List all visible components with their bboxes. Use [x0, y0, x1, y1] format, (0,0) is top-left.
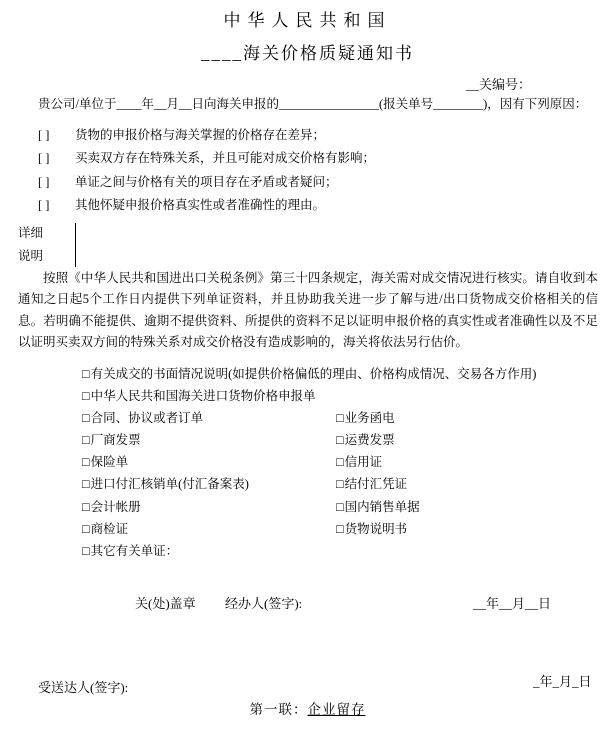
- checklist-item: [82, 429, 336, 451]
- reason-row: [38, 194, 597, 217]
- detail-label-line1: 详细: [18, 226, 44, 240]
- checkbox-icon[interactable]: □: [82, 543, 90, 558]
- checklist-item: [336, 473, 407, 495]
- reason-list: [38, 124, 597, 217]
- checklist-item-label: 会计帐册: [90, 499, 141, 514]
- recipient-signature-label: 受送达人(签字):: [38, 680, 129, 695]
- customs-date-blank: __年__月__日: [473, 596, 552, 611]
- reason-checkbox[interactable]: [ ]: [38, 197, 50, 212]
- checkbox-icon[interactable]: □: [82, 433, 90, 448]
- checklist-item: [336, 429, 395, 451]
- checklist-row: [82, 385, 601, 407]
- checkbox-icon[interactable]: □: [336, 477, 344, 492]
- detail-label-line2: 说明: [18, 249, 44, 263]
- checklist-item: [82, 473, 336, 495]
- checkbox-icon[interactable]: □: [82, 367, 90, 381]
- checklist-row: [82, 451, 601, 473]
- reason-text: 其他怀疑申报价格真实性或者准确性的理由。: [75, 197, 326, 212]
- reason-row: [38, 171, 597, 194]
- customs-seal-label: 关(处)盖章: [135, 596, 196, 611]
- checklist-row: [82, 518, 601, 540]
- checklist-item-label: 信用证: [344, 455, 383, 470]
- checklist-item-other-docs: [82, 540, 178, 562]
- copy-number-label: 第一联：: [249, 702, 308, 717]
- checklist-item-label: 其它有关单证：: [90, 543, 179, 558]
- checklist-item: [82, 451, 336, 473]
- reason-checkbox[interactable]: [ ]: [38, 128, 50, 142]
- checklist-item-label: 运费发票: [344, 433, 395, 448]
- checklist-item-label: 商检证: [90, 521, 129, 536]
- checklist-row: [82, 540, 601, 562]
- checkbox-icon[interactable]: □: [336, 499, 344, 514]
- checklist-item-label: 业务函电: [344, 411, 395, 426]
- checklist-row: [82, 407, 601, 429]
- checkbox-icon[interactable]: □: [82, 455, 90, 470]
- checklist-item: [82, 363, 536, 385]
- customs-ref-number-label: __关编号：: [465, 77, 531, 92]
- checkbox-icon[interactable]: □: [336, 455, 344, 470]
- checkbox-icon[interactable]: □: [336, 521, 344, 536]
- checklist-row: [82, 473, 601, 495]
- checklist-item-label: 有关成交的书面情况说明(如提供价格偏低的理由、价格构成情况、交易各方作用): [90, 367, 537, 381]
- recipient-date-blank: _年_月_日: [533, 674, 592, 689]
- checklist-item-label: 合同、协议或者订单: [90, 411, 204, 426]
- checklist-item: [336, 407, 395, 429]
- checklist-item-label: 货物说明书: [344, 521, 408, 536]
- checkbox-icon[interactable]: □: [82, 389, 90, 404]
- checklist-row: [82, 496, 601, 518]
- detail-divider-line: [75, 223, 76, 267]
- reason-checkbox[interactable]: [ ]: [38, 151, 50, 166]
- checklist-item: [82, 407, 336, 429]
- reason-checkbox[interactable]: [ ]: [38, 174, 50, 189]
- document-title: 中华人民共和国: [223, 11, 392, 30]
- checklist-item: [82, 518, 336, 540]
- checkbox-icon[interactable]: □: [82, 499, 90, 514]
- copy-designation-footer: [0, 698, 615, 718]
- legal-paragraph: 按照《中华人民共和国进出口关税条例》第三十四条规定，海关需对成交情况进行核实。请自收到本通知之日起5个工作日内提供下列单证资料，并且协助我关进一步了解与进/出口货物成交价格相关的信息。若明确不能提供、逾期不提供资料、所提供的资料不足以证明申报价格的真实性或者准确性以及不足以证明买卖双方间的特殊关系对成交价格没有造成影响的，海关将依法另行估价。: [18, 271, 598, 350]
- checklist-item: [82, 496, 336, 518]
- checkbox-icon[interactable]: □: [336, 433, 344, 448]
- reason-text: 货物的申报价格与海关掌握的价格存在差异；: [75, 128, 326, 142]
- checkbox-icon[interactable]: □: [82, 411, 90, 426]
- subtitle-blank-line: ____: [201, 44, 243, 63]
- checklist-item-label: 进口付汇核销单(付汇备案表): [90, 477, 249, 492]
- subtitle-text: 海关价格质疑通知书: [243, 44, 414, 63]
- checklist-item-label: 结付汇凭证: [344, 477, 408, 492]
- checklist-item: [82, 385, 316, 407]
- intro-line: 贵公司/单位于____年__月__日向海关申报的________________(报关单号________)，因有下列原因：: [38, 97, 588, 111]
- reason-row: [38, 124, 597, 147]
- checklist-item-label: 保险单: [90, 455, 129, 470]
- document-checklist: [82, 363, 601, 562]
- reason-row: [38, 147, 597, 170]
- checklist-item-label: 中华人民共和国海关进口货物价格申报单: [90, 389, 316, 404]
- checkbox-icon[interactable]: □: [82, 477, 90, 492]
- checklist-item-label: 厂商发票: [90, 433, 141, 448]
- checklist-item: [336, 451, 382, 473]
- checkbox-icon[interactable]: □: [336, 411, 344, 426]
- checklist-row: [82, 429, 601, 451]
- checklist-item: [336, 496, 420, 518]
- checklist-item-label: 国内销售单据: [344, 499, 420, 514]
- detail-explanation-block: [18, 222, 43, 268]
- document-subtitle: [0, 39, 615, 64]
- reason-text: 买卖双方存在特殊关系，并且可能对成交价格有影响；: [75, 151, 376, 166]
- reason-text: 单证之间与价格有关的项目存在矛盾或者疑问；: [75, 174, 338, 189]
- handler-signature-label: 经办人(签字):: [225, 596, 303, 611]
- checklist-row: [82, 363, 601, 385]
- checklist-item: [336, 518, 407, 540]
- checkbox-icon[interactable]: □: [82, 521, 90, 536]
- copy-holder-label: 企业留存: [307, 702, 366, 717]
